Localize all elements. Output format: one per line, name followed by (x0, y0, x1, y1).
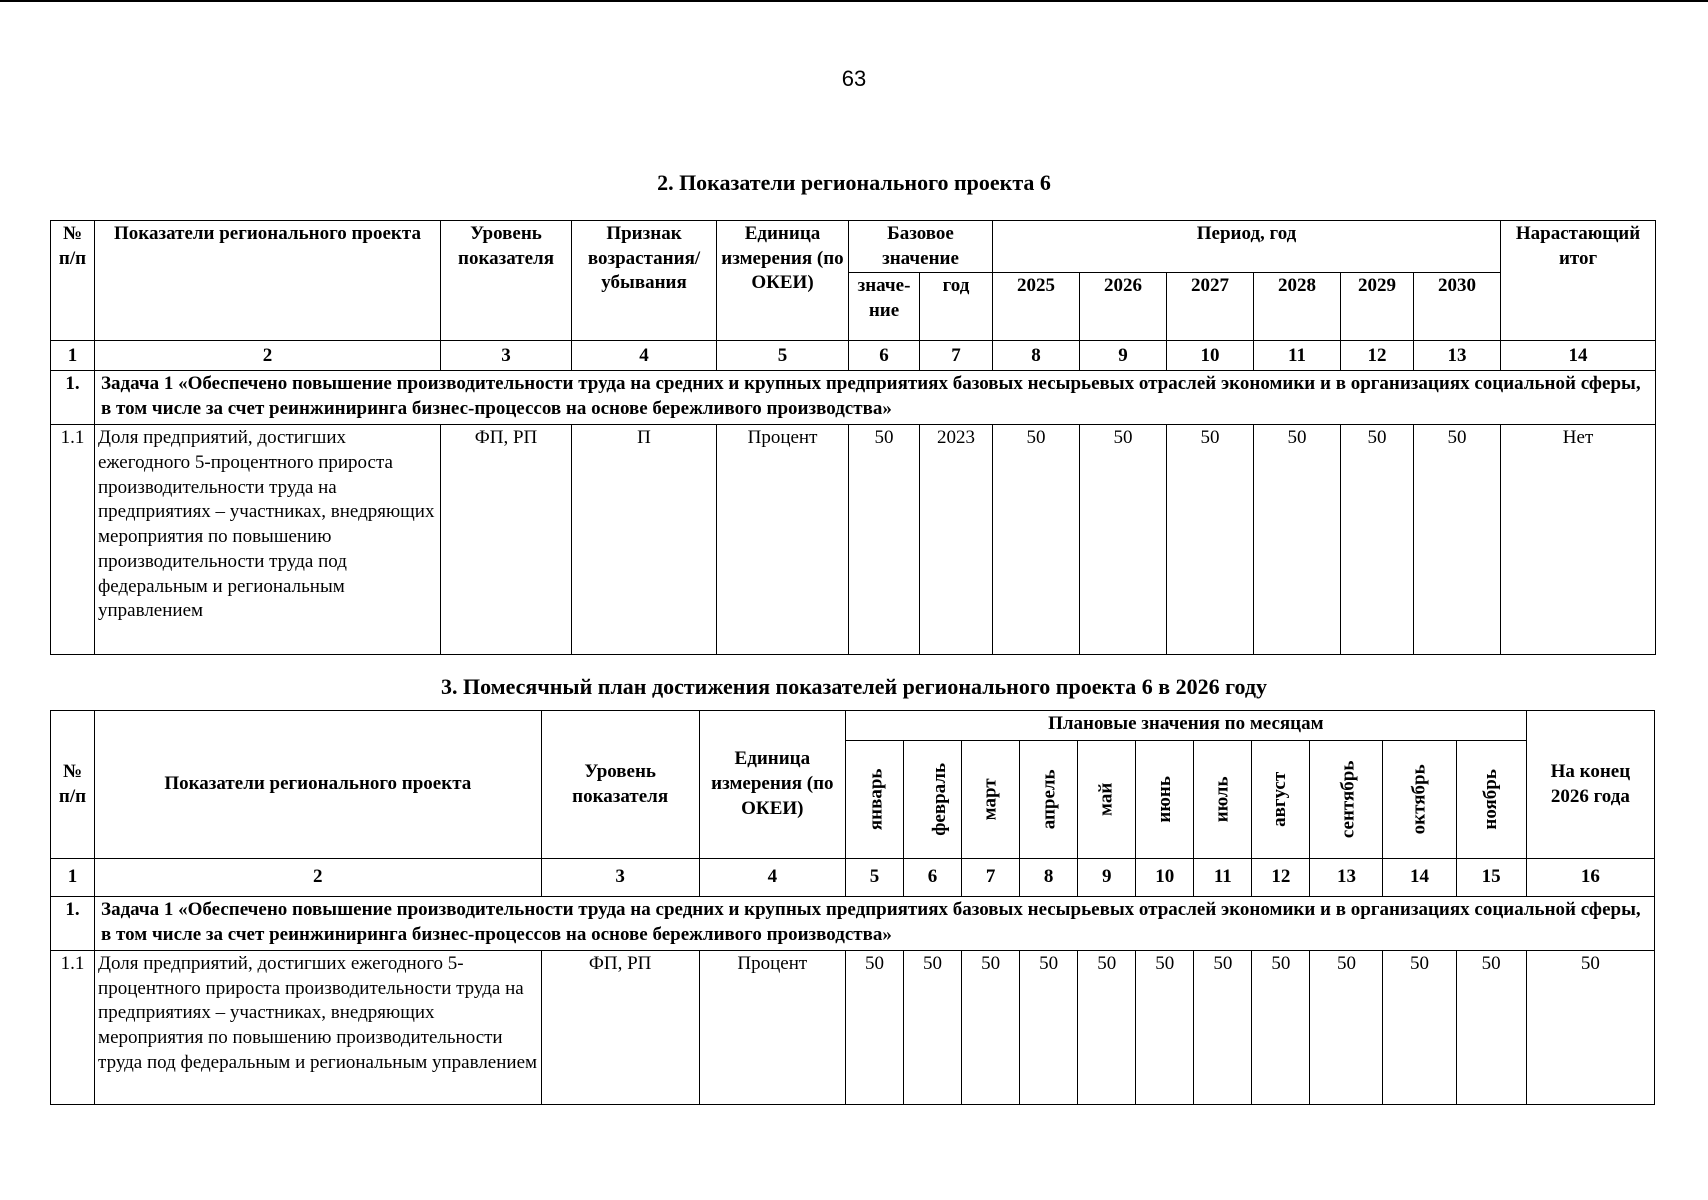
month-value: 50 (1078, 951, 1136, 1105)
month-label: май (1095, 782, 1117, 817)
column-number: 14 (1501, 341, 1656, 371)
task-description: Задача 1 «Обеспечено повышение производительности труда на средних и крупных предприятиях базовых несырьевых отраслей экономики и в организациях социальной сферы, в том числе за счет реинжиниринга бизнес-процессов на основе бережливого производства» (95, 897, 1655, 951)
column-number: 1 (51, 859, 95, 897)
header-base-value: значе- ние (849, 273, 920, 341)
section-3-title: 3. Помесячный план достижения показателей регионального проекта 6 в 2026 году (440, 674, 1268, 699)
column-number: 3 (541, 859, 699, 897)
indicator-level: ФП, РП (441, 425, 572, 655)
column-number: 8 (993, 341, 1080, 371)
task-number: 1. (51, 371, 95, 425)
column-number: 15 (1456, 859, 1526, 897)
row-number: 1.1 (51, 425, 95, 655)
header-base-year: год (920, 273, 993, 341)
month-value: 50 (1252, 951, 1310, 1105)
column-number: 1 (51, 341, 95, 371)
column-number: 13 (1414, 341, 1501, 371)
column-number: 2 (95, 341, 441, 371)
year-value: 50 (1341, 425, 1414, 655)
header-unit: Единица измерения (по ОКЕИ) (699, 711, 845, 859)
section-2-title: 2. Показатели регионального проекта 6 (657, 170, 1051, 195)
header-year: 2025 (993, 273, 1080, 341)
month-label: август (1269, 771, 1291, 828)
header-year: 2026 (1080, 273, 1167, 341)
year-value: 50 (993, 425, 1080, 655)
column-number: 16 (1526, 859, 1654, 897)
month-label: ноябрь (1479, 769, 1501, 830)
header-year: 2029 (1341, 273, 1414, 341)
header-year-end: На конец 2026 года (1526, 711, 1654, 859)
month-value: 50 (845, 951, 903, 1105)
column-number: 11 (1194, 859, 1252, 897)
column-number: 7 (920, 341, 993, 371)
header-level: Уровень показателя (441, 221, 572, 341)
header-base: Базовое значение (849, 221, 993, 273)
header-indicator: Показатели регионального проекта (95, 221, 441, 341)
year-end-value: 50 (1526, 951, 1654, 1105)
header-num: № п/п (51, 711, 95, 859)
header-year: 2028 (1254, 273, 1341, 341)
header-cumulative: Нарастающий итог (1501, 221, 1656, 341)
month-label: январь (865, 768, 887, 831)
month-value: 50 (1136, 951, 1194, 1105)
header-level: Уровень показателя (541, 711, 699, 859)
top-border-line (0, 0, 1708, 2)
column-number: 9 (1080, 341, 1167, 371)
column-number: 4 (699, 859, 845, 897)
year-value: 50 (1080, 425, 1167, 655)
task-number: 1. (51, 897, 95, 951)
header-trend: Признак возрастания/ убывания (572, 221, 717, 341)
column-number: 10 (1167, 341, 1254, 371)
cumulative-value: Нет (1501, 425, 1656, 655)
column-number: 14 (1383, 859, 1456, 897)
column-number: 12 (1252, 859, 1310, 897)
column-number: 5 (845, 859, 903, 897)
column-number: 9 (1078, 859, 1136, 897)
header-indicator: Показатели регионального проекта (95, 711, 542, 859)
month-label: октябрь (1408, 764, 1430, 835)
month-label: сентябрь (1337, 760, 1359, 839)
indicator-unit: Процент (717, 425, 849, 655)
column-number: 10 (1136, 859, 1194, 897)
month-label: апрель (1038, 769, 1060, 830)
header-period: Период, год (993, 221, 1501, 273)
indicator-name: Доля предприятий, достигших ежегодного 5-процентного прироста производительности труда на предприятиях – участниках, внедряющих мероприятия по повышению производительности труда под федеральным и региональным управлением (95, 951, 542, 1105)
column-number: 6 (849, 341, 920, 371)
task-description: Задача 1 «Обеспечено повышение производительности труда на средних и крупных предприятиях базовых несырьевых отраслей экономики и в организациях социальной сферы, в том числе за счет реинжиниринга бизнес-процессов на основе бережливого производства» (95, 371, 1656, 425)
header-unit: Единица измерения (по ОКЕИ) (717, 221, 849, 341)
row-number: 1.1 (51, 951, 95, 1105)
month-value: 50 (1456, 951, 1526, 1105)
column-number: 12 (1341, 341, 1414, 371)
header-num: № п/п (51, 221, 95, 341)
page-number: 63 (841, 66, 867, 91)
header-year: 2027 (1167, 273, 1254, 341)
monthly-plan-table (50, 710, 1655, 1105)
year-value: 50 (1254, 425, 1341, 655)
indicator-level: ФП, РП (541, 951, 699, 1105)
indicator-name: Доля предприятий, достигших ежегодного 5-процентного прироста производительности труда на предприятиях – участниках, внедряющих мероприятия по повышению производительности труда под федеральным и региональным управлением (95, 425, 441, 655)
column-number: 6 (903, 859, 961, 897)
month-label: июль (1211, 776, 1233, 823)
column-number: 5 (717, 341, 849, 371)
month-value: 50 (1383, 951, 1456, 1105)
indicator-trend: П (572, 425, 717, 655)
month-value: 50 (903, 951, 961, 1105)
year-value: 50 (1167, 425, 1254, 655)
column-number: 7 (962, 859, 1020, 897)
base-year: 2023 (920, 425, 993, 655)
column-number: 13 (1310, 859, 1383, 897)
column-number: 4 (572, 341, 717, 371)
year-value: 50 (1414, 425, 1501, 655)
column-number: 11 (1254, 341, 1341, 371)
month-value: 50 (1020, 951, 1078, 1105)
month-value: 50 (962, 951, 1020, 1105)
column-number: 3 (441, 341, 572, 371)
month-value: 50 (1310, 951, 1383, 1105)
month-label: март (979, 778, 1001, 821)
header-planned-by-month: Плановые значения по месяцам (845, 711, 1526, 741)
indicators-table (50, 220, 1656, 655)
month-label: июнь (1153, 776, 1175, 823)
column-number: 2 (95, 859, 542, 897)
month-label: февраль (929, 763, 951, 836)
column-number: 8 (1020, 859, 1078, 897)
indicator-unit: Процент (699, 951, 845, 1105)
base-value: 50 (849, 425, 920, 655)
month-value: 50 (1194, 951, 1252, 1105)
header-year: 2030 (1414, 273, 1501, 341)
